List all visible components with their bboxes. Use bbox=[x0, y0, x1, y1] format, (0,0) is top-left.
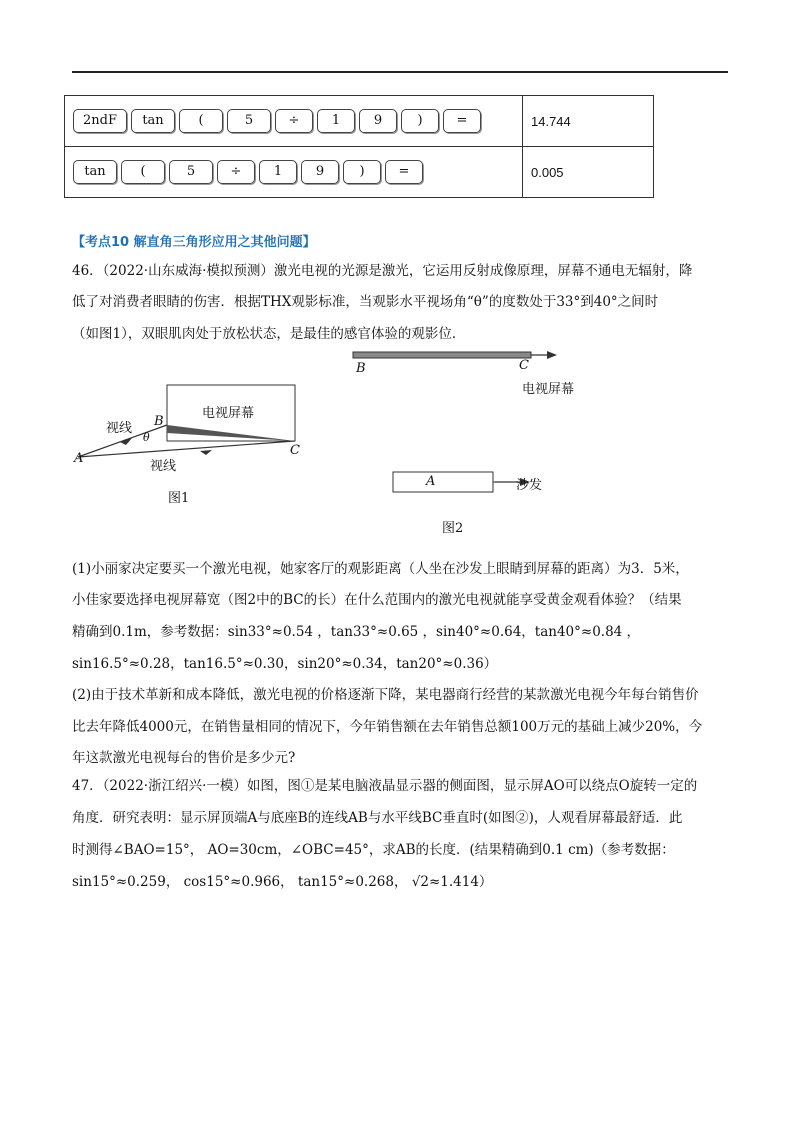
key-tan: tan bbox=[73, 160, 117, 184]
screen-bar bbox=[353, 352, 531, 358]
calc-result: 0.005 bbox=[523, 147, 654, 198]
q47-line-4: sin15°≈0.259， cos15°≈0.966， tan15°≈0.268， √2≈1.414） bbox=[72, 874, 493, 890]
calc-result: 14.744 bbox=[523, 96, 654, 147]
sight-line-ac bbox=[78, 441, 295, 457]
q46-line-1: 46．（2022·山东威海·模拟预测）激光电视的光源是激光，它运用反射成像原理，屏幕不通电无辐射，降 bbox=[72, 263, 693, 279]
fig1-label-b: B bbox=[154, 414, 164, 429]
key-tan: tan bbox=[131, 109, 175, 133]
fig2-caption: 图2 bbox=[442, 521, 464, 536]
fig1-theta: θ bbox=[143, 431, 150, 444]
fig2-screen-label: 电视屏幕 bbox=[522, 382, 575, 397]
shaded-wedge bbox=[167, 425, 295, 441]
arrow-head bbox=[200, 450, 212, 455]
key-close-paren: ) bbox=[343, 160, 381, 184]
fig1-sight-lower: 视线 bbox=[150, 459, 177, 474]
q47-line-3: 时测得∠BAO=15°， AO=30cm，∠OBC=45°，求AB的长度．(结果精确到0.1 cm)（参考数据： bbox=[72, 842, 675, 858]
q46-part2-line-2: 比去年降低4000元，在销售量相同的情况下，今年销售额在去年销售总额100万元的基础上减少20%，今 bbox=[72, 719, 703, 735]
table-row bbox=[65, 96, 654, 147]
q46-part2-line-1: (2)由于技术革新和成本降低，激光电视的价格逐渐下降，某电器商行经营的某款激光电视今年每台销售价 bbox=[72, 687, 699, 703]
key-open-paren: ( bbox=[179, 109, 223, 133]
q47-line-2: 角度．研究表明：显示屏顶端A与底座B的连线AB与水平线BC垂直时(如图②)，人观看屏幕最舒适．此 bbox=[72, 810, 683, 826]
fig2-label-b: B bbox=[356, 361, 366, 376]
key-1: 1 bbox=[317, 109, 355, 133]
q46-part1-line-4: sin16.5°≈0.28，tan16.5°≈0.30，sin20°≈0.34，tan20°≈0.36） bbox=[72, 656, 498, 672]
key-divide: ÷ bbox=[275, 109, 313, 133]
figure-1 bbox=[60, 375, 320, 515]
key-9: 9 bbox=[359, 109, 397, 133]
key-5: 5 bbox=[169, 160, 213, 184]
q46-part1-line-1: (1)小丽家决定要买一个激光电视，她家客厅的观影距离（人坐在沙发上眼睛到屏幕的距离）为3．5米， bbox=[72, 561, 689, 577]
fig2-label-a: A bbox=[426, 474, 436, 489]
key-sequence bbox=[65, 147, 523, 198]
fig1-sight-upper: 视线 bbox=[106, 421, 133, 436]
key-close-paren: ) bbox=[401, 109, 439, 133]
q46-line-2: 低了对消费者眼睛的伤害．根据THX观影标准，当观影水平视场角“θ”的度数处于33°到40°之间时 bbox=[72, 294, 659, 310]
fig1-caption: 图1 bbox=[168, 491, 190, 506]
key-2ndf: 2ndF bbox=[73, 109, 127, 133]
key-sequence bbox=[65, 96, 523, 147]
fig2-label-c: C bbox=[519, 358, 529, 373]
fig1-label-c: C bbox=[290, 443, 300, 458]
key-equals: = bbox=[385, 160, 423, 184]
section-title: 【考点10 解直角三角形应用之其他问题】 bbox=[72, 235, 316, 250]
sofa-rect bbox=[393, 472, 493, 492]
table-row bbox=[65, 147, 654, 198]
fig1-screen-label: 电视屏幕 bbox=[202, 406, 255, 421]
key-5: 5 bbox=[227, 109, 271, 133]
key-divide: ÷ bbox=[217, 160, 255, 184]
q46-line-3: （如图1），双眼肌肉处于放松状态，是最佳的感官体验的观影位． bbox=[72, 326, 466, 342]
key-equals: = bbox=[443, 109, 481, 133]
q47-line-1: 47．（2022·浙江绍兴·一模）如图，图①是某电脑液晶显示器的侧面图，显示屏AO可以绕点O旋转一定的 bbox=[72, 778, 698, 794]
q46-part1-line-2: 小佳家要选择电视屏幕宽（图2中的BC的长）在什么范围内的激光电视就能享受黄金观看体验？（结果 bbox=[72, 592, 682, 608]
fig2-sofa-label: 沙发 bbox=[516, 478, 543, 493]
q46-part1-line-3: 精确到0.1m，参考数据：sin33°≈0.54 ，tan33°≈0.65 ，sin40°≈0.64，tan40°≈0.84 ， bbox=[72, 624, 641, 640]
arrow-head bbox=[547, 351, 557, 359]
fig1-label-a: A bbox=[74, 451, 84, 466]
header-rule bbox=[72, 71, 728, 73]
key-9: 9 bbox=[301, 160, 339, 184]
q46-part2-line-3: 年这款激光电视每台的售价是多少元? bbox=[72, 750, 296, 766]
key-1: 1 bbox=[259, 160, 297, 184]
calculator-table bbox=[64, 95, 654, 198]
arrow-head bbox=[120, 438, 132, 445]
key-open-paren: ( bbox=[121, 160, 165, 184]
